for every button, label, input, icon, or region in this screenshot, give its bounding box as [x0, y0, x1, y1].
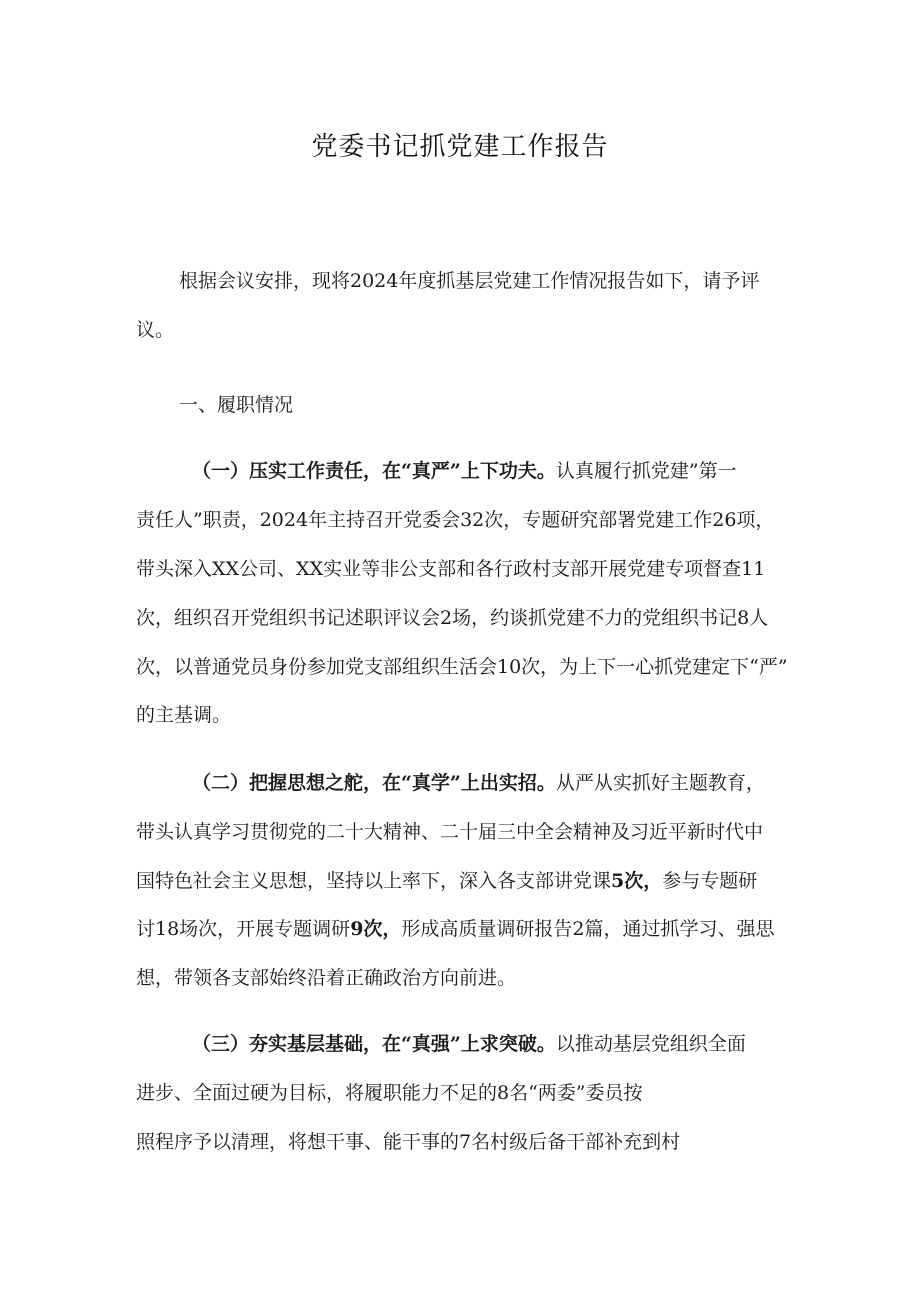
- p3-line-1-rest: 以推动基层党组织全面: [555, 1033, 746, 1055]
- p2-line-4-b: 9次，: [350, 918, 402, 940]
- p2-line-3: [136, 866, 757, 896]
- p3-line-3: 照程序予以清理，将想干事、能干事的7名村级后备干部补充到村: [136, 1131, 681, 1153]
- p2-line-5: 想，带领各支部始终沿着正确政治方向前进。: [136, 967, 517, 989]
- p2-line-4-c: 形成高质量调研报告2篇，通过抓学习、强思: [401, 918, 775, 940]
- p2-line-4: [136, 914, 775, 944]
- p2-line-3-a: 国特色社会主义思想，坚持以上率下，深入各支部讲党课: [136, 870, 612, 892]
- p1-line-6: 的主基调。: [136, 704, 232, 726]
- p2-bold-heading: （二）把握思想之舵，在“真学”上出实招。: [192, 772, 556, 794]
- p2-line-4-a: 讨18场次，开展专题调研: [136, 918, 351, 940]
- section-heading-1: 一、履职情况: [179, 394, 294, 416]
- p3-line-2: 进步、全面过硬为目标，将履职能力不足的8名“两委”委员按: [136, 1082, 643, 1104]
- p2-line-1: [192, 768, 765, 798]
- p1-line-2: 责任人”职责，2024年主持召开党委会32次，专题研究部署党建工作26项，: [136, 509, 775, 531]
- p1-line-1: [192, 456, 737, 486]
- p1-line-1-rest: 认真履行抓党建”第一: [555, 460, 737, 482]
- p1-line-4: 次，组织召开党组织书记述职评议会2场，约谈抓党建不力的党组织书记8人: [136, 607, 769, 629]
- p1-line-5: 次，以普通党员身份参加党支部组织生活会10次，为上下一心抓党建定下“严”: [136, 656, 788, 678]
- p2-line-3-c: 参与专题研: [662, 870, 758, 892]
- intro-line-1: 根据会议安排，现将2024年度抓基层党建工作情况报告如下，请予评: [179, 270, 760, 292]
- p2-line-1-rest: 从严从实抓好主题教育，: [555, 772, 765, 794]
- p2-line-3-b: 5次，: [611, 870, 663, 892]
- p2-line-2: 带头认真学习贯彻党的二十大精神、二十届三中全会精神及习近平新时代中: [136, 821, 764, 843]
- p3-line-1: [192, 1029, 746, 1059]
- p1-line-3: 带头深入XX公司、XX实业等非公支部和各行政村支部开展党建专项督查11: [136, 558, 766, 580]
- document-title: 党委书记抓党建工作报告: [311, 132, 609, 162]
- p3-bold-heading: （三）夯实基层基础，在“真强”上求突破。: [192, 1033, 556, 1055]
- intro-line-2: 议。: [136, 319, 175, 341]
- p1-bold-heading: （一）压实工作责任，在“真严”上下功夫。: [192, 460, 556, 482]
